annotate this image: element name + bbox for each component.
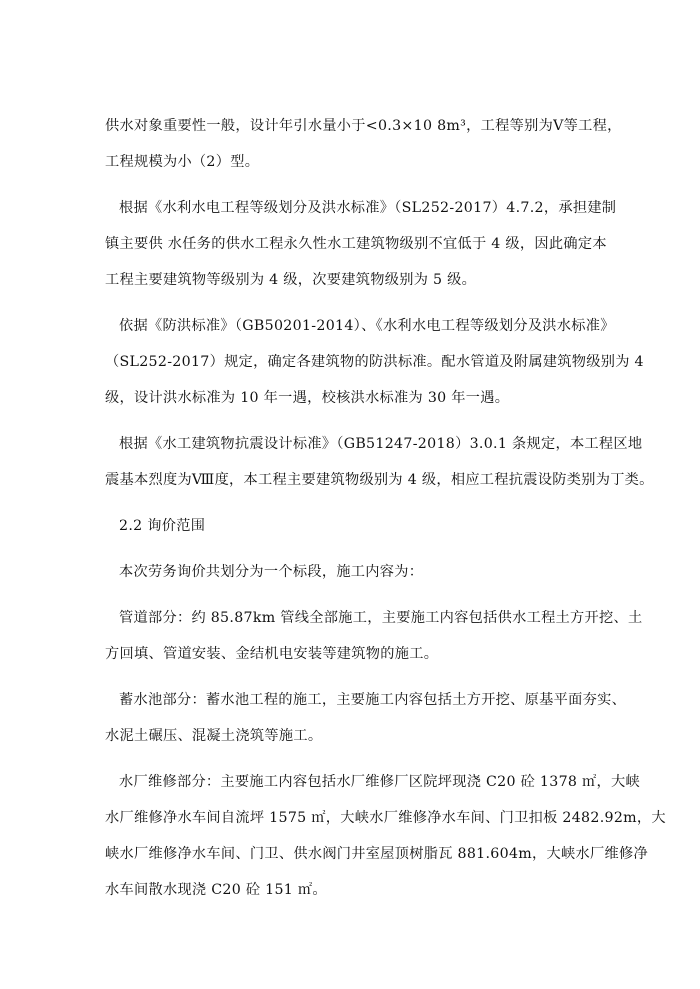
paragraph-building-grade xyxy=(105,190,617,298)
text-line: 依据《防洪标准》（GB50201-2014）、《水利水电工程等级划分及洪水标准》 xyxy=(119,318,615,334)
paragraph-seismic-standard xyxy=(105,426,654,498)
text-line: 根据《水工建筑物抗震设计标准》（GB51247-2018）3.0.1 条规定，本工程区地 xyxy=(119,436,643,452)
text-line: 水厂维修净水车间自流坪 1575 ㎡，大峡水厂维修净水车间、门卫扣板 2482.92m，大 xyxy=(105,810,666,826)
text-line: 本次劳务询价共划分为一个标段，施工内容为： xyxy=(119,564,424,580)
paragraph-reservoir-part xyxy=(105,682,627,754)
section-heading-inquiry-scope xyxy=(105,508,605,544)
text-line: 水厂维修部分：主要施工内容包括水厂维修厂区院坪现浇 C20 砼 1378 ㎡，大峡 xyxy=(119,774,640,790)
text-line: 水泥土碾压、混凝土浇筑等施工。 xyxy=(105,728,323,744)
text-line: 震基本烈度为Ⅷ度，本工程主要建筑物级别为 4 级，相应工程抗震设防类别为丁类。 xyxy=(105,472,654,488)
text-line: 工程主要建筑物等级别为 4 级，次要建筑物级别为 5 级。 xyxy=(105,272,477,288)
text-line: 管道部分：约 85.87km 管线全部施工，主要施工内容包括供水工程土方开挖、土 xyxy=(119,610,643,626)
paragraph-pipeline-part xyxy=(105,600,643,672)
text-line: 水车间散水现浇 C20 砼 151 ㎡。 xyxy=(105,882,327,898)
paragraph-waterworks-part xyxy=(105,764,666,908)
text-line: 镇主要供 水任务的供水工程永久性水工建筑物级别不宜低于 4 级，因此确定本 xyxy=(105,236,607,252)
paragraph-flood-standard xyxy=(105,308,644,416)
paragraph-inquiry-intro xyxy=(105,554,605,590)
text-line: 工程规模为小（2）型。 xyxy=(105,154,260,170)
document-body xyxy=(105,108,666,908)
text-line: 根据《水利水电工程等级划分及洪水标准》（SL252-2017）4.7.2，承担建制 xyxy=(119,200,617,216)
paragraph-project-grade xyxy=(105,108,622,180)
text-line: 级，设计洪水标准为 10 年一遇，校核洪水标准为 30 年一遇。 xyxy=(105,390,510,406)
text-line: （SL252-2017）规定，确定各建筑物的防洪标准。配水管道及附属建筑物级别为 4 xyxy=(105,354,644,370)
text-line: 供水对象重要性一般，设计年引水量小于<0.3×10 8m³，工程等别为Ⅴ等工程， xyxy=(105,118,622,134)
section-title: 2.2 询价范围 xyxy=(119,518,206,534)
text-line: 蓄水池部分：蓄水池工程的施工，主要施工内容包括土方开挖、原基平面夯实、 xyxy=(119,692,627,708)
text-line: 峡水厂维修净水车间、门卫、供水阀门井室屋顶树脂瓦 881.604m，大峡水厂维修净 xyxy=(105,846,648,862)
text-line: 方回填、管道安装、金结机电安装等建筑物的施工。 xyxy=(105,646,439,662)
